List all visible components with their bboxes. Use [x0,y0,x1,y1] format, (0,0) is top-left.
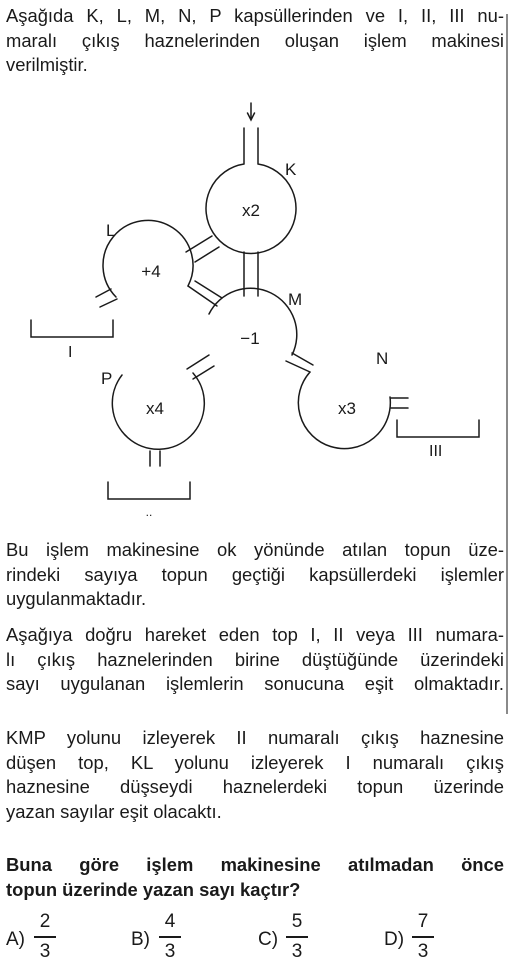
rule-paragraph-2 [6,623,504,697]
condition-paragraph [6,726,504,824]
condition-line: haznesine düşseydi haznelerdeki topun üzerinde [6,776,504,797]
capsule-n-op: x3 [338,399,356,418]
rule2-line: Aşağıya doğru hareket eden top I, II veya III numara- [6,624,504,645]
choice-letter: A) [6,929,25,950]
question-line: topun üzerinde yazan sayı kaçtır? [6,878,301,900]
fraction-numerator: 4 [164,911,176,932]
fraction-numerator: 2 [39,911,51,932]
fraction-numerator: 7 [417,911,429,932]
choice-fraction [412,910,434,964]
connector-k-m [244,252,258,296]
fraction-bar [34,936,56,938]
capsule-p-op: x4 [146,399,164,418]
question [6,853,504,902]
capsule-l-label: L [106,221,116,240]
intro-paragraph [6,4,504,78]
capsule-n-label: N [376,349,389,368]
choice-fraction [286,910,308,964]
capsule-k-label: K [285,160,297,179]
outlet-l [96,289,117,307]
rule1-line: rindeki sayıya topun geçtiği kapsüllerdeki işlemler [6,563,504,585]
intro-line: maralı çıkış haznelerinden oluşan işlem makinesi [6,29,504,51]
choice-fraction [34,910,56,964]
rule-paragraph-1 [6,538,504,612]
choice-letter: D) [384,929,405,950]
connector-m-n [286,353,313,372]
fraction-bar [159,936,181,938]
bin-i-label: I [68,344,73,361]
answer-choices [0,910,511,970]
fraction-denominator: 3 [39,940,51,962]
rule1-line: uygulanmaktadır. [6,588,147,609]
capsule-k-op: x2 [242,201,260,220]
capsule-m-label: M [288,290,303,309]
fraction-denominator: 3 [291,940,303,962]
connector-k-l [186,236,219,262]
bin-iii-label: III [429,443,443,460]
intro-line: verilmiştir. [6,54,88,75]
bin-ii [108,482,190,499]
bin-iii [397,420,479,437]
condition-line: yazan sayılar eşit olacaktı. [6,800,222,822]
capsule-m-op: −1 [240,329,260,348]
fraction-denominator: 3 [164,940,176,962]
fraction-bar [412,936,434,938]
bin-ii-label: .. [145,505,153,519]
intro-line: Aşağıda K, L, M, N, P kapsüllerinden ve I, II, III nu- [6,5,504,26]
choice-fraction [159,910,181,964]
process-machine-diagram [0,95,511,525]
rule2-line: lı çıkış haznelerinden birine düştüğünde üzerindeki [6,648,504,670]
fraction-bar [286,936,308,938]
outlet-p [150,451,160,466]
choice-letter: C) [258,929,279,950]
entry-arrow [248,103,255,120]
bin-i [31,320,113,337]
outlet-n [391,398,408,408]
choice-letter: B) [131,929,150,950]
capsule-l-op: +4 [141,262,161,281]
condition-line: düşen top, KL yolunu izleyerek I numaralı çıkış [6,751,504,773]
question-line: Buna göre işlem makinesine atılmadan önce [6,854,504,875]
fraction-numerator: 5 [291,911,303,932]
capsule-p-label: P [101,369,113,388]
connector-m-p [187,355,214,379]
rule2-line: sayı uygulanan işlemlerin sonucuna eşit olmaktadır. [6,673,504,694]
rule1-line: Bu işlem makinesine ok yönünde atılan topun üze- [6,539,504,560]
condition-line: KMP yolunu izleyerek II numaralı çıkış haznesine [6,727,504,748]
capsule-l [103,220,193,297]
capsule-k [206,128,296,253]
fraction-denominator: 3 [417,940,429,962]
